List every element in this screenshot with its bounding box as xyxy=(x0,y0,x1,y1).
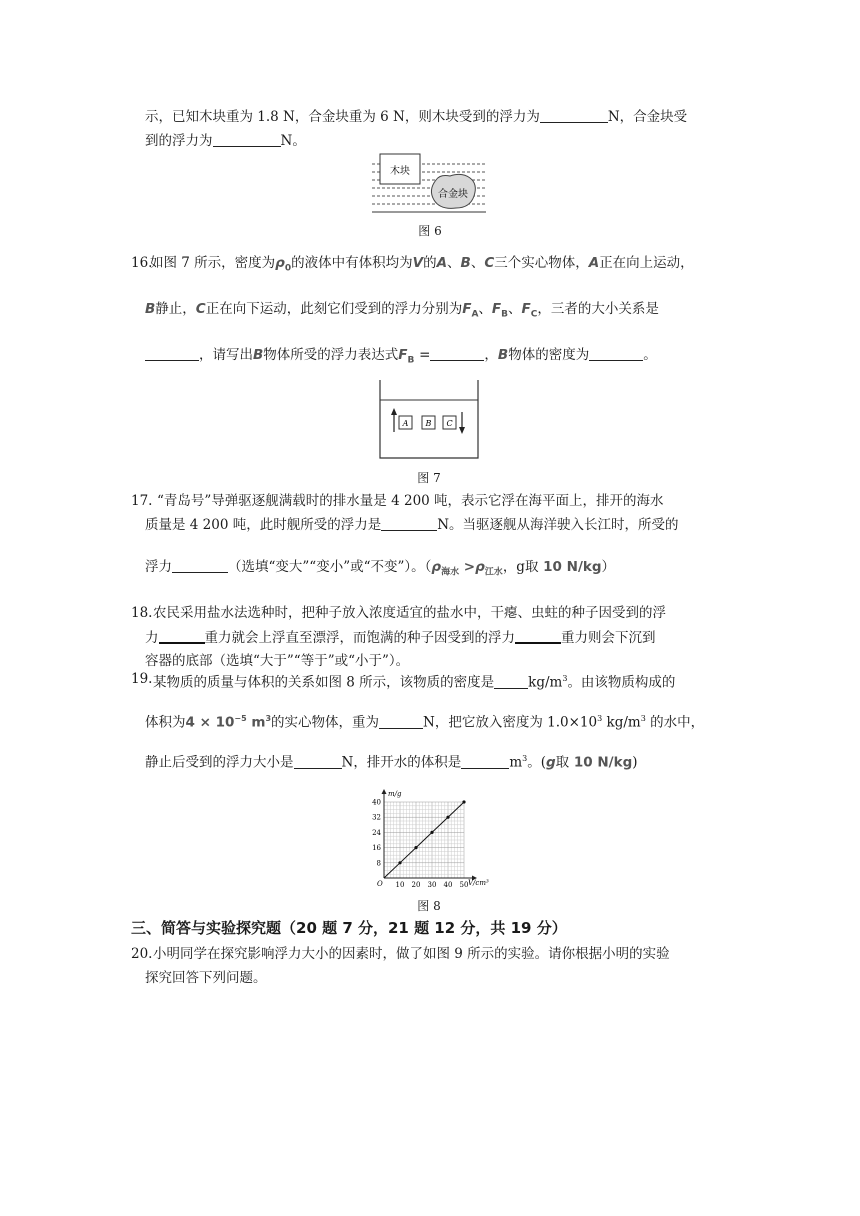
q18-line-3: 容器的底部（选填“大于”“等于”或“小于”）。 xyxy=(145,653,410,669)
q16-blank-density[interactable] xyxy=(589,346,643,361)
q19-blank-volume[interactable] xyxy=(461,754,509,769)
x-tick-label: 50 xyxy=(459,881,469,889)
q19-line-2: 体积为$4 \times 10^{-5}$ $m^3$的实心物体，重为 N，把它放入密度为 $1.0\times 10^3$ $kg/m^3$ 的水中， xyxy=(145,714,705,731)
y-tick-label: 32 xyxy=(372,813,381,822)
q16-number: 16. xyxy=(131,255,153,271)
q19-blank-density[interactable] xyxy=(494,674,528,689)
figure-6-caption: 图 6 xyxy=(418,224,442,238)
data-point xyxy=(414,846,417,849)
figure-8-caption: 图 8 xyxy=(417,899,441,913)
x-tick-label: 30 xyxy=(427,881,437,889)
q18-blank-2[interactable] xyxy=(515,628,561,644)
x-tick-label: 10 xyxy=(395,881,405,889)
wood-label: 木块 xyxy=(390,166,410,177)
q17-line-3: 浮力 （选填“变大”“变小”或“不变”）。（$\rho_{海水} >\rho_{江水}$，g取 10 N/kg） xyxy=(145,559,616,578)
y-axis-arrow xyxy=(382,789,387,794)
y-tick-label: 24 xyxy=(372,828,381,837)
q19-blank-weight[interactable] xyxy=(379,714,423,729)
q18-blank-1[interactable] xyxy=(159,628,205,644)
x-tick-label: 20 xyxy=(411,881,421,889)
q16-blank-relation[interactable] xyxy=(145,346,199,361)
svg-text:B: B xyxy=(425,419,432,428)
q17-number: 17. xyxy=(131,493,153,509)
q19-number: 19. xyxy=(131,671,153,687)
figure-7 xyxy=(378,378,482,460)
x-tick-label: 40 xyxy=(443,881,453,889)
data-point xyxy=(462,800,465,803)
svg-text:C: C xyxy=(446,419,453,428)
svg-text:A: A xyxy=(402,419,409,428)
y-tick-label: 40 xyxy=(372,798,381,807)
alloy-label: 合金块 xyxy=(438,189,468,200)
q15-blank-wood-buoyancy[interactable] xyxy=(540,108,608,123)
q15-line-1: 示，已知木块重为 1.8 N，合金块重为 6 N，则木块受到的浮力为 N，合金块受 xyxy=(145,109,688,125)
q18-line-1: 农民采用盐水法选种时，把种子放入浓度适宜的盐水中，干瘪、虫蛀的种子因受到的浮 xyxy=(153,605,666,621)
y-tick-label: 16 xyxy=(372,844,381,853)
q17-line-2: 质量是 4 200 吨，此时舰所受的浮力是 N。当驱逐舰从海洋驶入长江时，所受的 xyxy=(145,517,679,533)
origin-label: O xyxy=(377,880,383,888)
q17-line-1: “青岛号”导弹驱逐舰满载时的排水量是 4 200 吨，表示它浮在海平面上，排开的海水 xyxy=(157,493,664,509)
figure-6 xyxy=(370,150,490,216)
data-point xyxy=(430,831,433,834)
section-3-heading: 三、简答与实验探究题（20 题 7 分，21 题 12 分，共 19 分） xyxy=(131,919,567,937)
q16-line-1: 如图 7 所示，密度为$\rho_0$的液体中有体积均为V的A、B、C三个实心物体，A正在向上运动， xyxy=(150,255,694,274)
q18-number: 18. xyxy=(131,605,153,621)
q15-blank-alloy-buoyancy[interactable] xyxy=(213,132,281,147)
q15-line-2: 到的浮力为 N。 xyxy=(145,133,306,149)
y-axis-label: m/g xyxy=(388,790,402,798)
q16-blank-expression[interactable] xyxy=(430,346,484,361)
q18-line-2: 力 重力就会上浮直至漂浮，而饱满的种子因受到的浮力 重力则会下沉到 xyxy=(145,630,656,646)
figure-8-chart xyxy=(364,782,494,890)
data-point xyxy=(398,861,401,864)
q20-line-2: 探究回答下列问题。 xyxy=(145,970,267,986)
q19-line-3: 静止后受到的浮力大小是 N，排开水的体积是 $m^3$。(g取 10 N/kg) xyxy=(145,754,638,771)
q19-blank-buoyancy[interactable] xyxy=(294,754,342,769)
q19-line-1: 某物质的质量与体积的关系如图 8 所示，该物质的密度是 $kg/m^3$。由该物质构成的 xyxy=(153,674,676,691)
y-tick-label: 8 xyxy=(376,859,381,868)
q20-line-1: 小明同学在探究影响浮力大小的因素时，做了如图 9 所示的实验。请你根据小明的实验 xyxy=(153,946,670,962)
figure-7-caption: 图 7 xyxy=(417,471,441,485)
q17-blank-buoyancy[interactable] xyxy=(381,516,437,531)
q20-number: 20. xyxy=(131,946,153,962)
x-axis-label: V/cm³ xyxy=(468,879,489,887)
data-point xyxy=(446,816,449,819)
q16-line-2: B静止，C正在向下运动，此刻它们受到的浮力分别为$F_A$、$F_B$、$F_C$，三者的大小关系是 xyxy=(145,301,659,320)
q17-blank-change[interactable] xyxy=(172,558,228,573)
q16-line-3: ，请写出B物体所受的浮力表达式$F_B$ = ，B物体的密度为 。 xyxy=(145,346,657,370)
